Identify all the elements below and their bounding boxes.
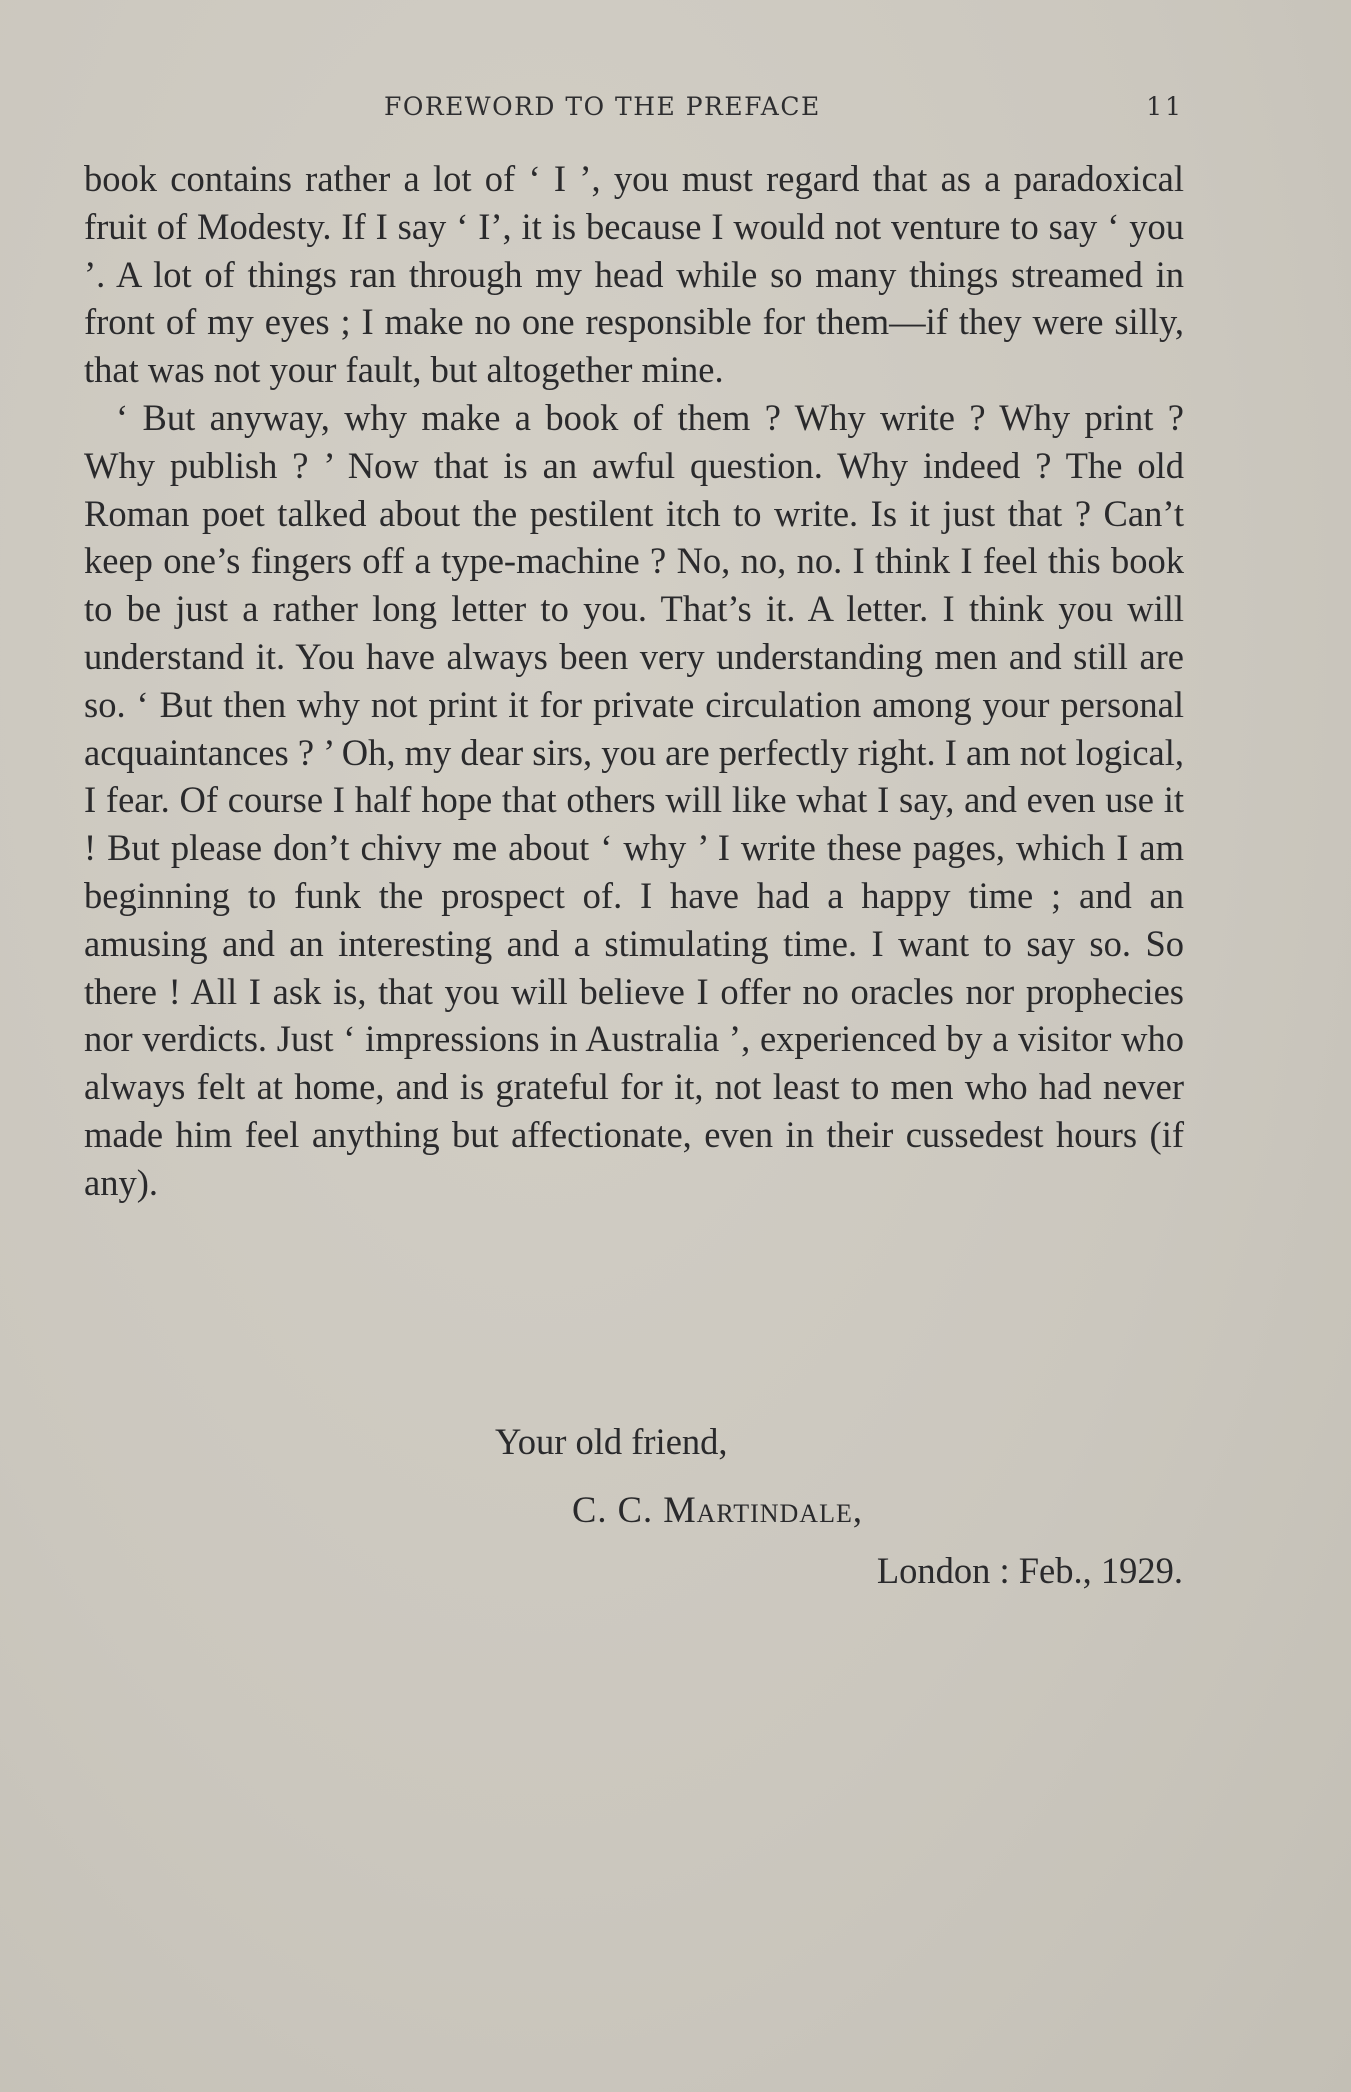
place-date: London : Feb., 1929. — [876, 1550, 1183, 1591]
running-head — [84, 92, 1184, 128]
signature: C. C. Martindale, — [572, 1489, 863, 1530]
body-text — [84, 155, 1184, 1207]
running-title: FOREWORD TO THE PREFACE — [384, 92, 821, 121]
page-number: 11 — [1146, 92, 1184, 121]
paragraph: ‘ But anyway, why make a book of them ? Why write ? Why print ? Why publish ? ’ Now that is an awful question. Why indeed ? The old Roman poet talked about the pestilent itch to write. Is it just that ? Can’t keep one’s fingers off a type-machine ? No, no, no. I think I feel this book to be just a rather long letter to you. That’s it. A letter. I think you will understand it. You have always been very understanding men and still are so. ‘ But then why not print it for private circulation among your personal acquaintances ? ’ Oh, my dear sirs, you are perfectly right. I am not logical, I fear. Of course I half hope that others will like what I say, and even use it ! But please don’t chivy me about ‘ why ’ I write these pages, which I am beginning to funk the prospect of. I have had a happy time ; and an amusing and an interesting and a stimulating time. I want to say so. So there ! All I ask is, that you will believe I offer no oracles nor prophecies nor verdicts. Just ‘ impressions in Australia ’, experienced by a visitor who always felt at home, and is grateful for it, not least to men who had never made him feel anything but affectionate, even in their cussedest hours (if any). — [84, 396, 1184, 1203]
paragraph-continued: book contains rather a lot of ‘ I ’, you must regard that as a paradoxical fruit of Modesty. If I say ‘ I’, it is because I would not venture to say ‘ you ’. A lot of things ran through my head while so many things streamed in front of my eyes ; I make no one responsible for them—if they were silly, that was not your fault, but altogether mine. — [84, 158, 1184, 391]
valediction: Your old friend, — [495, 1421, 728, 1462]
